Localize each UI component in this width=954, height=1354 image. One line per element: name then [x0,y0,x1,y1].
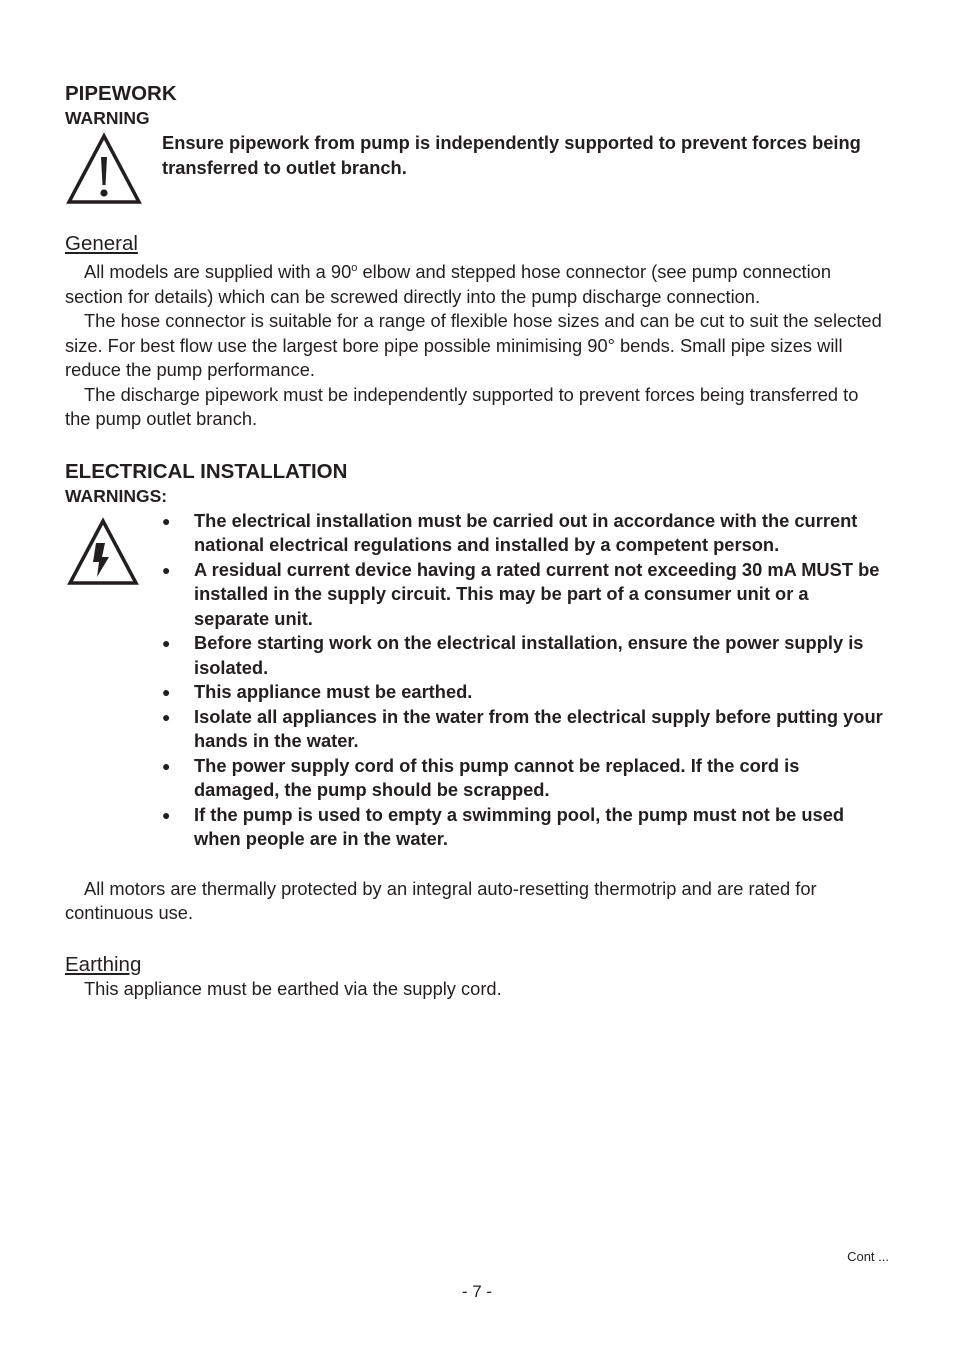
warning-item-text: Isolate all appliances in the water from the electrical supply before putting your hands in the water. [194,705,883,752]
pipework-warning-label: WARNING [65,108,150,128]
warning-item-text: This appliance must be earthed. [194,681,473,703]
warning-item-text: Before starting work on the electrical installation, ensure the power supply is isolated. [194,632,864,678]
warning-item-text: The power supply cord of this pump cannot be replaced. If the cord is damaged, the pump should be scrapped. [194,754,800,801]
warning-item [162,705,885,754]
warning-item [162,680,885,705]
pipework-warning-block [65,131,885,226]
warning-item [162,803,885,852]
pipework-warning-text: Ensure pipework from pump is independently supported to prevent forces being transferred to outlet branch. [162,132,861,178]
bullet-icon: ● [162,757,171,774]
warning-item-text: If the pump is used to empty a swimming pool, the pump must not be used when people are in the water. [194,803,845,850]
continued-note: Cont ... [847,1249,889,1264]
warning-item-text: A residual current device having a rated current not exceeding 30 mA MUST be installed in the supply circuit. This may be part of a consumer unit or a separate unit. [194,558,880,629]
earthing-heading: Earthing [65,952,142,976]
general-paragraph-1-text-b: elbow and stepped hose connector (see pump connection section for details) which can be screwed directly into the pump discharge connection. [65,261,831,307]
general-paragraph-3: The discharge pipework must be independently supported to prevent forces being transferred to the pump outlet branch. [65,383,859,430]
warning-item [162,509,885,558]
electrical-warning-block [65,509,885,852]
warning-item-text: The electrical installation must be carried out in accordance with the current national electrical regulations and installed by a competent person. [194,509,858,556]
pipework-heading: PIPEWORK [65,82,177,105]
page-content [65,80,885,1001]
warning-item [162,754,885,803]
bullet-icon: ● [162,806,171,823]
degree-superscript: o [351,262,358,274]
bullet-icon: ● [162,635,171,652]
general-heading: General [65,232,138,255]
bullet-icon: ● [162,684,171,701]
exclamation-triangle-icon [66,133,142,210]
high-voltage-triangle-icon [67,517,139,592]
general-paragraph-1-text-a: All models are supplied with a 90 [84,261,352,283]
general-paragraph-2: The hose connector is suitable for a range of flexible hose sizes and can be cut to suit the selected size. For best flow use the largest bore pipe possible minimising 90° bends. Small pipe sizes will reduce the pump performance. [65,310,882,381]
warning-item [162,558,885,632]
bullet-icon: ● [162,708,171,725]
bullet-icon: ● [162,561,171,578]
earthing-paragraph: This appliance must be earthed via the supply cord. [84,977,502,999]
electrical-heading: ELECTRICAL INSTALLATION [65,459,348,483]
warning-item [162,631,885,680]
page-number: - 7 - [461,1282,493,1301]
bullet-icon: ● [162,512,171,529]
motor-paragraph: All motors are thermally protected by an integral auto-resetting thermotrip and are rated for continuous use. [65,877,817,924]
general-paragraph-1 [65,256,885,309]
electrical-warnings-list [162,509,885,852]
electrical-warnings-label: WARNINGS: [65,485,168,506]
